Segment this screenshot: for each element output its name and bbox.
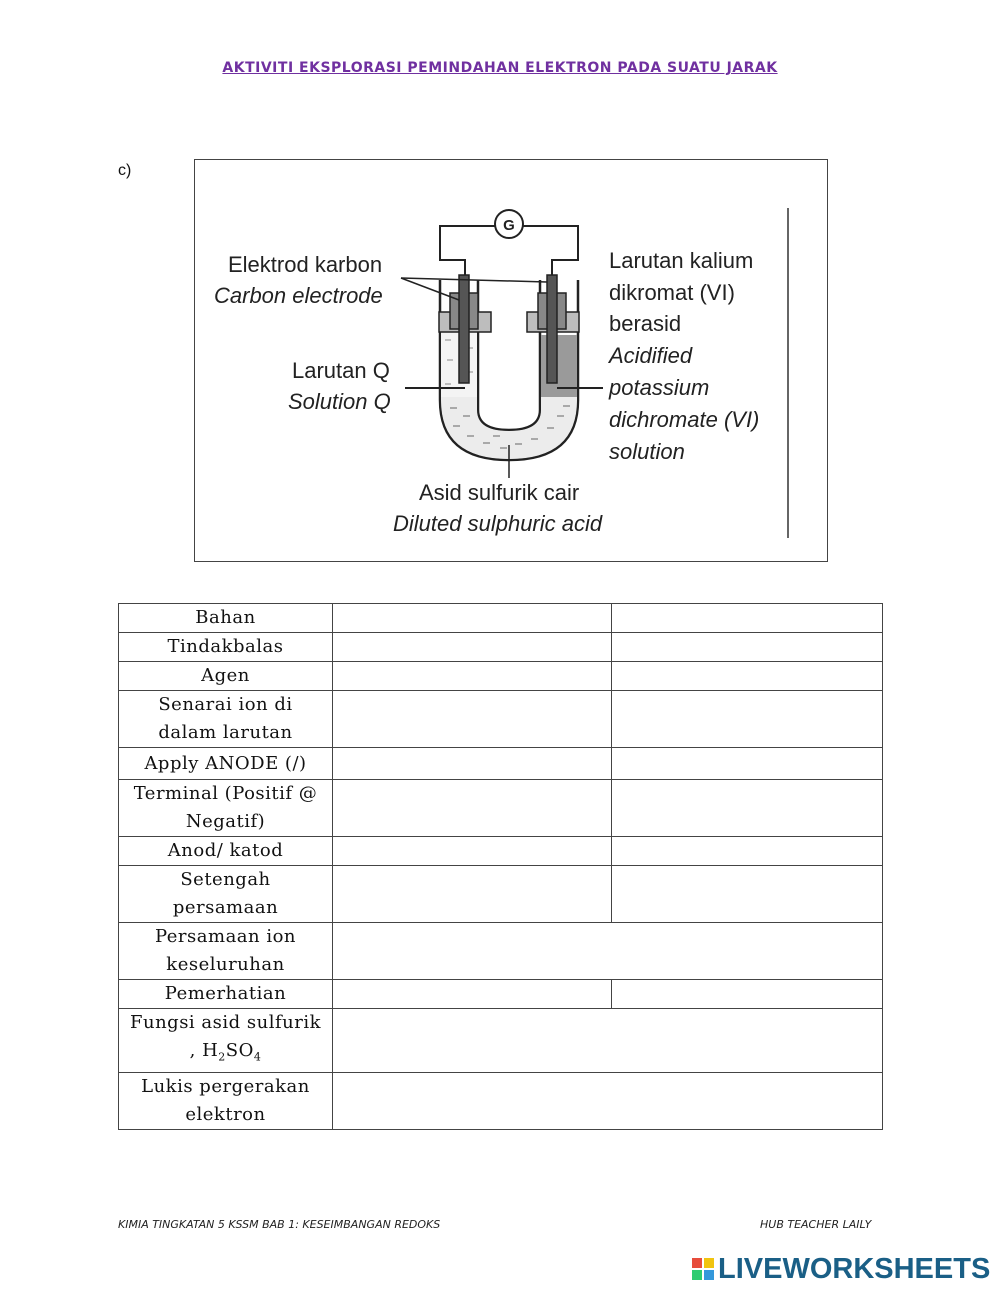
table-row [119, 780, 883, 837]
logo-square [704, 1258, 714, 1268]
electrochemical-cell-diagram [194, 159, 828, 562]
logo-square [704, 1270, 714, 1280]
label-solution-en: Solution Q [288, 389, 391, 414]
table-row [119, 980, 883, 1009]
label-acid-ms: Asid sulfurik cair [419, 480, 580, 505]
answer-cell[interactable] [333, 604, 612, 633]
table-row [119, 837, 883, 866]
label-line: SO [225, 1040, 254, 1061]
row-label-fungsi-asid [119, 1009, 333, 1073]
answer-cell[interactable] [612, 837, 883, 866]
label-line: Setengah [180, 869, 271, 890]
leader-electrode-2 [401, 278, 547, 282]
row-label-agen: Agen [119, 662, 333, 691]
galvanometer-label: G [503, 217, 515, 234]
label-electrode-en: Carbon electrode [214, 283, 383, 308]
subscript: 2 [218, 1050, 226, 1064]
answer-cell-wide[interactable] [333, 1009, 883, 1073]
answer-cell[interactable] [612, 662, 883, 691]
label-line: , H [189, 1040, 219, 1061]
row-label-lukis-elektron [119, 1072, 333, 1129]
label-line: elektron [185, 1103, 266, 1125]
row-label-senarai-ion [119, 691, 333, 748]
table-row [119, 691, 883, 748]
answer-cell[interactable] [333, 662, 612, 691]
label-line: Terminal (Positif @ [133, 783, 318, 804]
label-line: Fungsi asid sulfurik [130, 1012, 321, 1033]
u-tube-diagram-svg [195, 160, 829, 563]
table-row [119, 633, 883, 662]
label-electrode-ms: Elektrod karbon [228, 252, 383, 277]
brand-name: LIVEWORKSHEETS [718, 1252, 991, 1285]
footer-left: KIMIA TINGKATAN 5 KSSM BAB 1: KESEIMBANGAN REDOKS [118, 1218, 441, 1231]
answer-cell[interactable] [333, 748, 612, 780]
answer-cell[interactable] [333, 980, 612, 1009]
label-solution-ms: Larutan Q [292, 358, 390, 383]
answer-cell[interactable] [333, 691, 612, 748]
label-right-7: solution [609, 439, 685, 464]
answer-cell[interactable] [333, 633, 612, 662]
row-label-bahan: Bahan [119, 604, 333, 633]
answer-cell[interactable] [333, 866, 612, 923]
answer-cell[interactable] [612, 633, 883, 662]
table-row [119, 1072, 883, 1129]
answer-cell[interactable] [333, 780, 612, 837]
logo-grid-icon [692, 1258, 714, 1280]
label-right-1: Larutan kalium [609, 248, 754, 273]
answer-cell[interactable] [612, 980, 883, 1009]
row-label-persamaan-ion [119, 923, 333, 980]
label-line: persamaan [172, 897, 279, 918]
row-label-tindakbalas: Tindakbalas [119, 633, 333, 662]
label-line: Lukis pergerakan [141, 1075, 310, 1097]
answer-cell[interactable] [612, 748, 883, 780]
carbon-electrode-right [547, 275, 557, 383]
logo-square [692, 1258, 702, 1268]
answer-cell[interactable] [612, 866, 883, 923]
table-row [119, 866, 883, 923]
label-right-3: berasid [609, 311, 682, 336]
subscript: 4 [253, 1050, 262, 1064]
answer-cell[interactable] [612, 604, 883, 633]
row-label-terminal [119, 780, 333, 837]
answer-cell[interactable] [612, 780, 883, 837]
label-line: Persamaan ion [154, 926, 297, 947]
label-right-6: dichromate (VI) [609, 407, 760, 432]
label-line: Negatif) [185, 811, 266, 832]
table-row [119, 604, 883, 633]
label-right-4: Acidified [609, 343, 693, 368]
answer-cell[interactable] [333, 837, 612, 866]
row-label-setengah-persamaan [119, 866, 333, 923]
label-right-2: dikromat (VI) [609, 280, 735, 305]
row-label-pemerhatian: Pemerhatian [119, 980, 333, 1009]
table-row [119, 748, 883, 780]
label-right-5: potassium [609, 375, 710, 400]
label-line: dalam larutan [158, 722, 293, 743]
answer-cell-wide[interactable] [333, 923, 883, 980]
u-tube-inner [478, 280, 540, 430]
logo-square [692, 1270, 702, 1280]
footer-right: HUB TEACHER LAILY [760, 1218, 872, 1231]
label-line: Senarai ion di [158, 694, 293, 715]
worksheet-table [118, 603, 883, 1130]
table-row [119, 662, 883, 691]
row-label-anod-katod: Anod/ katod [119, 837, 333, 866]
table-row [119, 1009, 883, 1073]
table-row [119, 923, 883, 980]
answer-cell-wide[interactable] [333, 1072, 883, 1129]
row-label-apply-anode: Apply ANODE (/) [119, 748, 333, 780]
label-line: keseluruhan [166, 954, 285, 975]
page-title: AKTIVITI EKSPLORASI PEMINDAHAN ELEKTRON PADA SUATU JARAK [222, 60, 778, 76]
label-acid-en: Diluted sulphuric acid [393, 511, 603, 536]
carbon-electrode-left [459, 275, 469, 383]
question-label: c) [118, 162, 132, 179]
answer-cell[interactable] [612, 691, 883, 748]
liveworksheets-logo[interactable] [692, 1252, 990, 1286]
leader-electrode-1 [401, 278, 459, 300]
